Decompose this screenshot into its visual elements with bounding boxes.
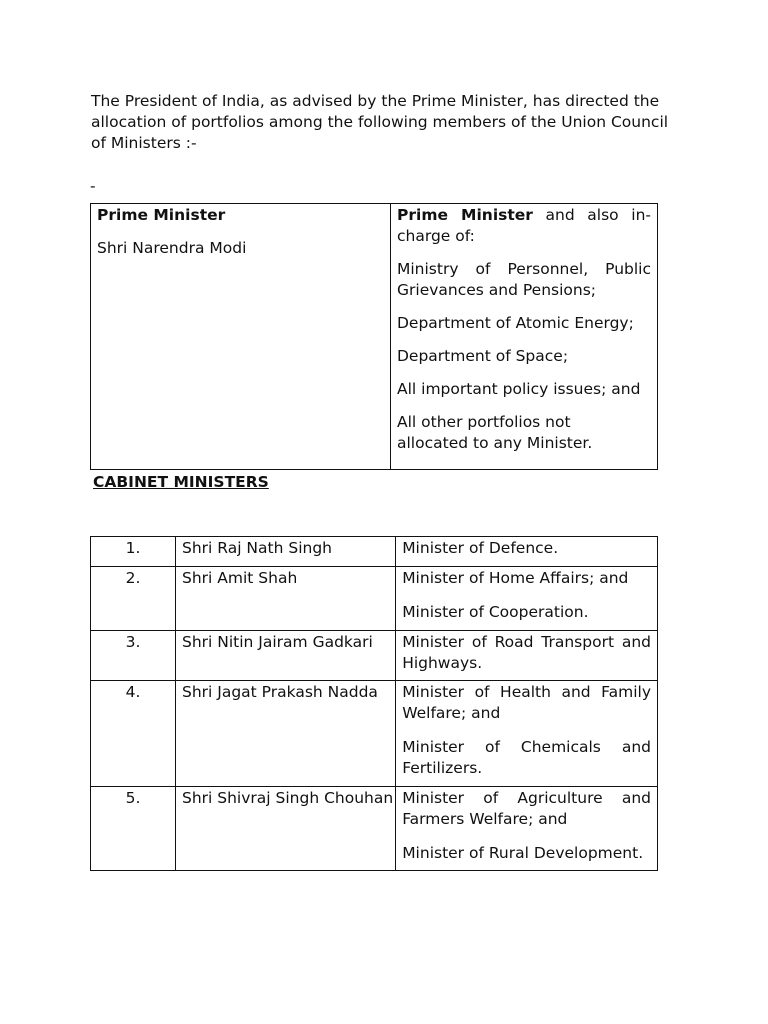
prime-minister-title-bold: Prime Minister [397,206,533,224]
prime-minister-name-cell [91,204,391,470]
pm-portfolio-item: All important policy issues; and [397,380,641,398]
minister-portfolio-cell [396,567,658,631]
row-number: 4. [91,681,176,787]
row-number: 2. [91,567,176,631]
minister-portfolio: Minister of Road Transport and Highways. [402,633,651,672]
minister-portfolio: Minister of Rural Development. [402,844,644,862]
minister-portfolio: Minister of Defence. [402,539,559,557]
minister-portfolio: Minister of Agriculture and Farmers Welfare; and [402,789,651,828]
minister-portfolio: Minister of Cooperation. [402,603,589,621]
prime-minister-name: Shri Narendra Modi [97,239,247,257]
row-number: 3. [91,631,176,681]
row-number: 1. [91,537,176,567]
table-row [91,681,658,787]
prime-minister-charge-line [397,205,651,247]
minister-portfolio-cell [396,681,658,787]
table-row [91,787,658,871]
pm-portfolio-item: All other portfolios not allocated to any Minister. [397,413,593,452]
pm-portfolio-item: Ministry of Personnel, Public Grievances and Pensions; [397,260,651,299]
minister-portfolio: Minister of Health and Family Welfare; and [402,683,651,722]
dash-mark: - [90,177,96,195]
prime-minister-charge-text: and also in-charge of: [397,206,651,245]
cabinet-ministers-table [90,536,658,871]
row-number: 5. [91,787,176,871]
prime-minister-row [91,204,658,470]
prime-minister-table [90,203,658,470]
minister-portfolio-cell [396,631,658,681]
prime-minister-title: Prime Minister [97,206,226,224]
pm-portfolio-item: Department of Atomic Energy; [397,314,634,332]
cabinet-ministers-heading: CABINET MINISTERS [93,473,269,491]
pm-portfolio-item: Department of Space; [397,347,569,365]
prime-minister-portfolio-cell [391,204,658,470]
minister-portfolio: Minister of Home Affairs; and [402,569,629,587]
table-row [91,567,658,631]
minister-name: Shri Amit Shah [176,567,396,631]
minister-name: Shri Shivraj Singh Chouhan [176,787,396,871]
table-row [91,631,658,681]
minister-name: Shri Jagat Prakash Nadda [176,681,396,787]
minister-portfolio-cell [396,787,658,871]
minister-portfolio-cell [396,537,658,567]
minister-name: Shri Nitin Jairam Gadkari [176,631,396,681]
intro-paragraph: The President of India, as advised by the Prime Minister, has directed the allocation of portfolios among the following members of the Union Council of Ministers :- [91,92,669,152]
minister-name: Shri Raj Nath Singh [176,537,396,567]
table-row [91,537,658,567]
minister-portfolio: Minister of Chemicals and Fertilizers. [402,738,651,777]
